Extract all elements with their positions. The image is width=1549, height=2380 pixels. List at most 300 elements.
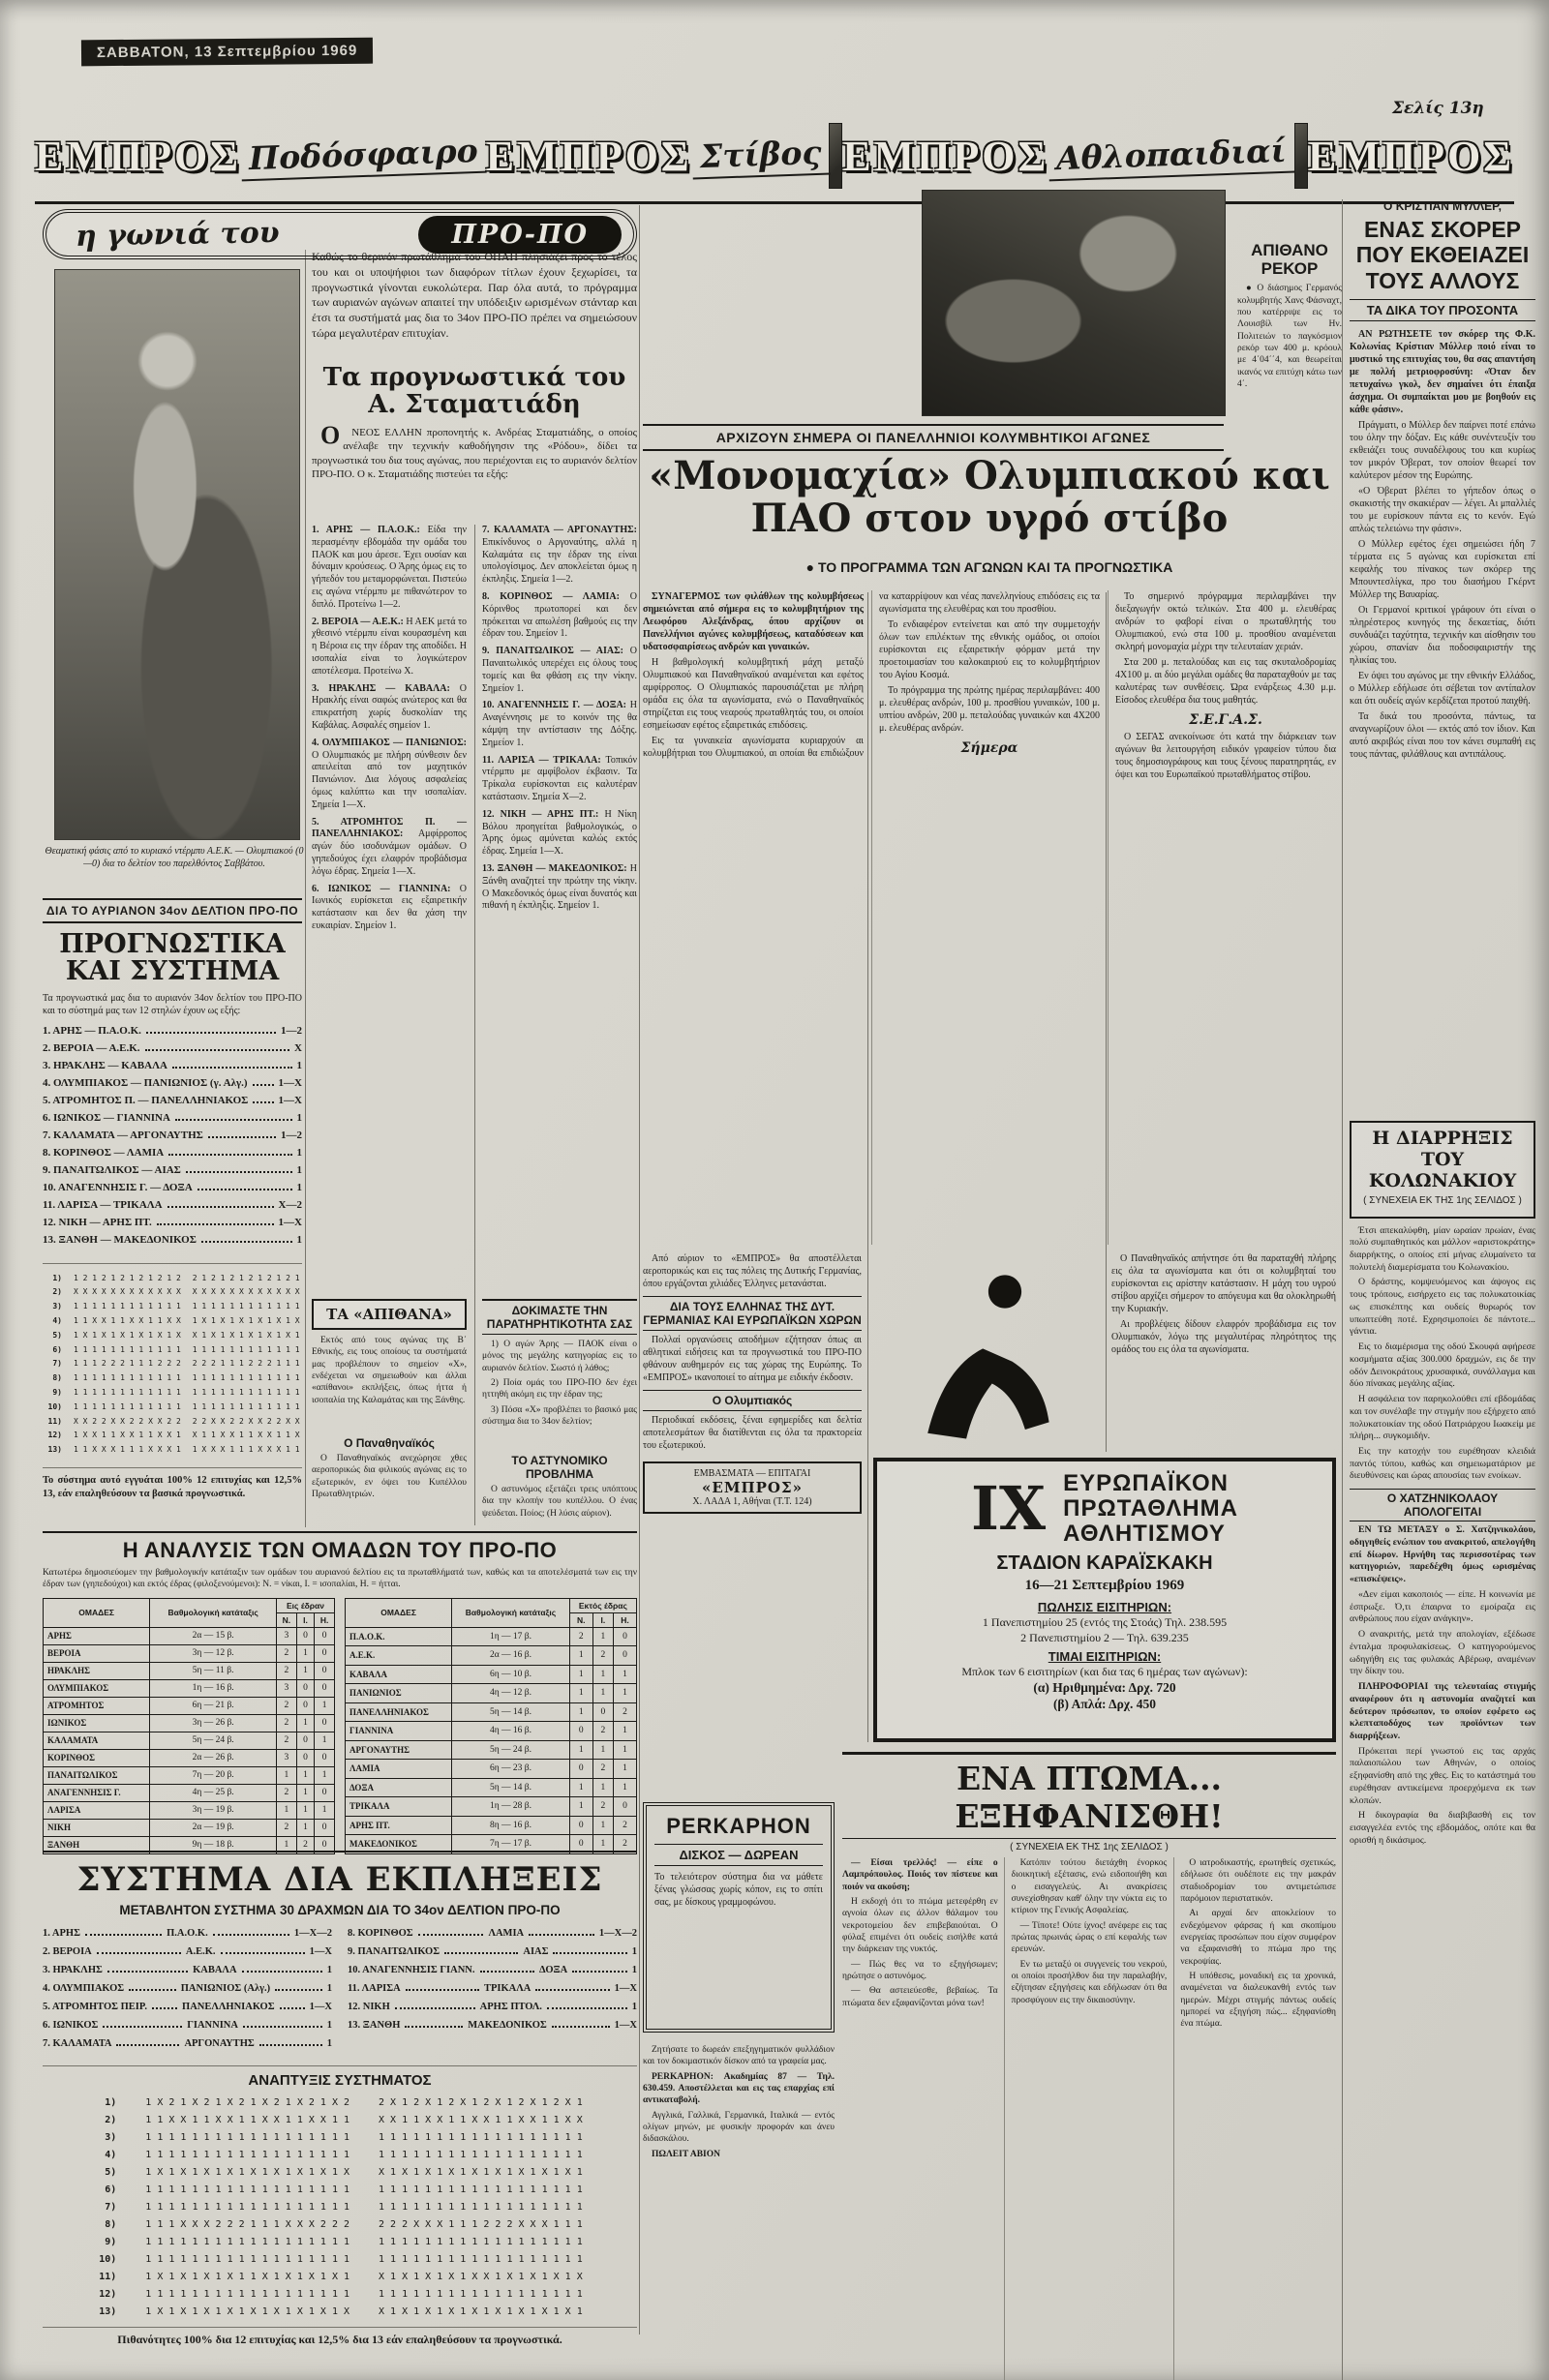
stadium-name: ΣΤΑΔΙΟΝ ΚΑΡΑΪΣΚΑΚΗ [996,1552,1213,1574]
paragraph: Ο ΣΕΓΑΣ ανεκοίνωσε ότι κατά την διάρκειαν των αγώνων θα λειτουργήση ειδικόν γραφείον τύπου δια τους δημοσιογράφους και τους ξένους παρατηρητάς, εν όψει και του Ευρωπαϊκού πρωταθλήματος στίβου. [1115,732,1336,780]
pick-row [43,1095,302,1112]
grid-row-number: 7) [52,1359,62,1369]
paragraph: Η υπόθεσις, μοναδική εις τα χρονικά, αναμένεται να διαλευκανθή εντός των ημερών. Μέχρι στιγμής πάντως ουδείς ημπορεί να εξηγήση πώς... εξηφανίσθη ένα πτώμα. [1180,1972,1336,2030]
stat-cell: 3 [277,1749,297,1766]
team-row [346,1740,637,1760]
grid-group: Χ Χ 2 2 Χ Χ 2 2 Χ Χ 2 2 [74,1416,181,1426]
panathinaikos-brief [312,1431,467,1525]
grid-group: 1 1 1 1 1 1 1 1 1 1 1 1 1 1 1 1 1 1 [145,2150,349,2160]
leader-dots [172,1060,292,1069]
pick-value: 1—Χ [614,2019,637,2031]
col-standing: Βαθμολογική κατάταξις [150,1598,277,1627]
team-name: ΗΡΑΚΛΗΣ [44,1662,150,1679]
prediction-item: 13. ΞΑΝΘΗ — ΜΑΚΕΔΟΝΙΚΟΣ: Η Ξάνθη αναζητεί την πρώτην της νίκην. Ο Μακεδονικός όμως είναι δυνατός και πιθανή η έκπληξις. Σημείον 1. [482,862,637,912]
european-championship-ad [873,1458,1336,1742]
team-row [44,1679,335,1697]
stat-cell: 1 [569,1740,592,1760]
muller-subheading: ΤΑ ΔΙΚΑ ΤΟΥ ΠΡΟΣΟΝΤΑ [1350,299,1535,321]
stat-cell: 2α — 26 β. [150,1749,277,1766]
team-name: ΑΡΗΣ [44,1627,150,1644]
stat-cell: 1 [614,1760,637,1779]
stat-cell: 1 [569,1684,592,1703]
paragraph: Από αύριον το «ΕΜΠΡΟΣ» θα αποστέλλεται αεροπορικώς και εις τας πόλεις της Δυτικής Γερμανίας, όπου εργάζονται χιλιάδες Έλληνες μετανάσται. [643,1253,862,1289]
prediction-match: 8. ΚΟΡΙΝΘΟΣ — ΛΑΜΙΑ: [482,590,630,602]
prediction-match: 2. ΒΕΡΟΙΑ — Α.Ε.Κ.: [312,616,407,627]
grid-group: 1 1 1 1 1 1 1 1 1 1 1 1 [74,1302,181,1311]
grid-group: 1 1 1 1 1 1 1 1 1 1 1 1 1 1 1 1 1 1 [145,2237,349,2247]
leader-dots [201,1234,292,1243]
team-row [44,1801,335,1819]
grid-group: 1 1 1 1 1 1 1 1 1 1 1 1 [192,1401,300,1411]
grid-row-number: 7) [105,2202,117,2213]
grid-group: 1 1 1 1 1 1 1 1 1 1 1 1 1 1 1 1 1 1 [379,2202,583,2213]
leader-dots [208,1130,276,1138]
prediction-match: 11. ΛΑΡΙΣΑ — ΤΡΙΚΑΛΑ: [482,754,606,766]
column-rule [474,525,475,1525]
grid-group: 1 1 1 1 1 1 1 1 1 1 1 1 1 1 1 1 1 1 [379,2237,583,2247]
prediction-item: 11. ΛΑΡΙΣΑ — ΤΡΙΚΑΛΑ: Τοπικόν ντέρμπυ με αμφίβολον έκβασιν. Τα Τρίκαλα ευρίσκονται εις καλυτέραν κατάστασιν. Σημεία Χ—2. [482,754,637,802]
stat-cell: 2 [569,1627,592,1646]
system-pick-row [348,1964,637,1982]
stat-cell: 2 [614,1702,637,1722]
pick-match: 10. ΑΝΑΓΕΝΝΗΣΙΣ Γ. — ΔΟΞΑ [43,1181,193,1193]
grid-group: 1 1 Χ Χ 1 1 Χ Χ 1 1 Χ Χ 1 1 Χ Χ 1 1 [145,2115,349,2125]
pick-away: ΑΙΑΣ [523,1945,549,1957]
column-rule [305,250,306,1527]
brand-logo: ΕΜΠΡΟΣ [842,132,1049,180]
leader-dots [146,1025,276,1034]
stat-cell: 3η — 19 β. [150,1801,277,1819]
pick-value: 1 [296,1233,302,1246]
leader-dots [129,1982,176,1991]
stat-cell: 2 [277,1819,297,1836]
grid-group: Χ 1 Χ 1 Χ 1 Χ 1 Χ 1 Χ 1 Χ 1 Χ 1 Χ 1 [379,2167,583,2178]
paragraph: — Πώς θες να το εξηγήσωμεν; ηρώτησε ο αστυνόμος. [842,1959,998,1982]
team-row [44,1819,335,1836]
grid-group: 1 1 1 1 1 1 1 1 1 1 1 1 [74,1388,181,1398]
picks-list [43,1025,302,1251]
euro-ad-title [1063,1471,1238,1547]
table-body [346,1627,637,1853]
page-number: Σελίς 13η [1392,99,1484,118]
propo-system-box [43,898,302,1500]
paragraph: Ο ιατροδικαστής, ερωτηθείς σχετικώς, εδήλωσε ότι ουδέποτε εις την μακράν σταδιοδρομίαν του αντιμετώπισε παρόμοιον περιστατικόν. [1180,1858,1336,1905]
team-name: ΤΡΙΚΑΛΑ [346,1797,452,1817]
stat-cell: 1 [277,1801,297,1819]
grid-row-number: 11) [47,1416,62,1426]
team-row [346,1684,637,1703]
pick-match: 4. ΟΛΥΜΠΙΑΚΟΣ — ΠΑΝΙΩΝΙΟΣ (γ. Αλγ.) [43,1076,248,1089]
system-grid-row [43,1272,302,1286]
team-row [44,1766,335,1784]
paragraph: 1) Ο αγών Άρης — ΠΑΟΚ είναι ο μόνος της μεγάλης κατηγορίας εις το αυριανόν δελτίον. Σωστό ή λάθος; [482,1340,637,1373]
grid-row-number: 2) [105,2115,117,2125]
system-grid-row [43,1343,302,1358]
grid-row-number: 8) [105,2219,117,2230]
pick-match: 6. ΙΩΝΙΚΟΣ — ΓΙΑΝΝΙΝΑ [43,1111,170,1124]
stat-cell: 1η — 28 β. [452,1797,570,1817]
pick-match: 3. ΗΡΑΚΛΗΣ — ΚΑΒΑΛΑ [43,1059,167,1071]
stat-cell: 0 [296,1697,314,1714]
pick-value: Χ [294,1041,302,1054]
leader-dots [175,1112,292,1121]
leader-dots [405,2019,463,2028]
brand-logo: ΕΜΠΡΟΣ [485,132,692,180]
home-teams-table [43,1598,335,1854]
system-pick-row [348,1927,637,1945]
pick-value: 1—2 [281,1024,302,1037]
team-row [346,1665,637,1684]
burglary-article [1350,1121,1535,2377]
grid-group: 2 2 2 1 1 1 2 2 2 1 1 1 [192,1359,300,1369]
apithana-title: ΤΑ «ΑΠΙΘΑΝΑ» [312,1299,467,1330]
pick-value: 1 [326,2037,333,2049]
greeks-abroad-column [643,1252,862,1794]
pick-value: 1 [296,1111,302,1124]
system-guarantee: Το σύστημα αυτό εγγυάται 100% 12 επιτυχίας και 12,5% 13, εάν επαληθεύσουν τα βασικά προγνωστικά. [43,1467,302,1500]
stat-cell: 1 [614,1722,637,1741]
paragraph: Εις τα γυναικεία αγωνίσματα κυριαρχούν αι κολυμβήτριαι του Ολυμπιακού, αι οποίαι θα επιδιώξουν να καταρρίψουν και νέας πανελληνίους επιδόσεις εις τα αγωνίσματα της ελευθέρας και του προσθίου. [643,591,1100,759]
team-name: ΞΑΝΘΗ [44,1836,150,1853]
stat-cell: 2 [592,1797,613,1817]
grid-group: 2 1 2 1 2 1 2 1 2 1 2 1 [192,1273,300,1282]
stat-cell: 6η — 10 β. [452,1665,570,1684]
stat-cell: 2 [277,1697,297,1714]
system-grid-row [43,1371,302,1386]
stat-cell: 0 [315,1749,335,1766]
paragraph: — Θα αστειεύεσθε, βεβαίως. Τα πτώματα δεν εξαφανίζονται μόνα των! [842,1986,998,2008]
team-name: ΛΑΜΙΑ [346,1760,452,1779]
paragraph: Το σημερινό πρόγραμμα περιλαμβάνει την διεξαγωγήν οκτώ τελικών. Στα 400 μ. ελευθέρας ανδρών το φαβορί είναι ο πρωταθλητής του Ολυμπιακού, ενώ στα 100 μ. προσθίου αναμένεται σκληρή μονομαχία μέχρι την τελευταίαν χεριάν. [1115,591,1336,652]
sub-heading: ΤΟ ΑΣΤΥΝΟΜΙΚΟ ΠΡΟΒΛΗΜΑ [511,1454,608,1481]
grid-group: Χ 1 1 Χ Χ 1 1 Χ Χ 1 1 Χ [192,1431,300,1440]
muller-headline: ΕΝΑΣ ΣΚΟΡΕΡ ΠΟΥ ΕΚΘΕΙΑΖΕΙ ΤΟΥΣ ΑΛΛΟΥΣ [1355,217,1530,293]
leader-dots [116,2037,179,2046]
prediction-item: 3. ΗΡΑΚΛΗΣ — ΚΑΒΑΛΑ: Ο Ηρακλής είναι σαφώς ανώτερος και θα επικρατήση χωρίς δυσκολίαν της Καβάλας. Ασφαλές σημείον 1. [312,682,467,731]
system-pick-row [43,1945,332,1964]
leader-dots [168,1147,291,1156]
stat-cell: 6η — 23 β. [452,1760,570,1779]
stat-cell: 2 [277,1662,297,1679]
leader-dots [213,1927,289,1936]
grid-group: 1 1 Χ Χ Χ 1 1 1 Χ Χ Χ 1 [74,1445,181,1455]
pick-home: 7. ΚΑΛΑΜΑΤΑ [43,2037,112,2049]
paragraph: Στα 200 μ. πεταλούδας και εις τας σκυταλοδρομίας 4Χ100 μ. αι δύο μεγάλαι ομάδες θα παραταχθούν με τας καλυτέρας των συνθέσεις. Ώρα ενάρξεως 4.30 μ.μ. Είσοδος ελευθέρα δια τους μαθητάς. [1115,657,1336,706]
paragraph: Αι αρχαί δεν αποκλείουν το ενδεχόμενον φάρσας ή και σκοπίμου ενεργείας προσώπων που είχον συμφέρον να εξαφανισθή το πτώμα προ της νεκροψίας. [1180,1909,1336,1967]
leader-dots [444,1945,518,1954]
team-name: ΠΑΝΕΛΛΗΝΙΑΚΟΣ [346,1702,452,1722]
grid-group: 1 Χ 1 Χ 1 Χ 1 Χ 1 Χ 1 Χ [74,1330,181,1340]
pick-home: 3. ΗΡΑΚΛΗΣ [43,1964,103,1975]
team-name: ΚΟΡΙΝΘΟΣ [44,1749,150,1766]
team-name: ΚΑΛΑΜΑΤΑ [44,1732,150,1749]
stat-cell: 0 [296,1627,314,1644]
pick-row [43,1164,302,1182]
system-grid-row [43,1443,302,1458]
box-title: ΠΡΟΓΝΩΣΤΙΚΑ ΚΑΙ ΣΥΣΤΗΜΑ [59,929,286,987]
leader-dots [197,1182,292,1190]
stat-cell: 1 [592,1778,613,1797]
paragraph: ΟΝΕΟΣ ΕΛΛΗΝ προπονητής κ. Ανδρέας Σταματιάδης, ο οποίος ανέλαβε την τεχνικήν καθοδήγησιν της «Ρόδου», δίδει τα προγνωστικά του δια τους αγώνας, που περιέχονται εις το αυριανόν δελτίον ΠΡΟ-ΠΟ. Ο κ. Σταματιάδης πιστεύει τα εξής: [312,421,637,480]
stat-cell: 0 [614,1646,637,1666]
stat-cell: 0 [569,1722,592,1741]
stat-cell: 3 [277,1679,297,1697]
leader-dots [85,1927,162,1936]
col-teams: ΟΜΑΔΕΣ [346,1598,452,1627]
grid-group: 1 1 1 1 1 1 1 1 1 1 1 1 [192,1388,300,1398]
stat-cell: 1 [592,1835,613,1854]
analysis-tables [43,1598,637,1854]
paragraph: Ο Παναθηναϊκός απήντησε ότι θα παραταχθή πλήρης εις όλα τα αγωνίσματα και ότι οι κολυμβηταί του ευρίσκονται εις αρίστην κατάστασιν. Η μάχη του υγρού στίβου αρχίζει σήμερον το απόγευμα και θα ολοκληρωθή την Κυριακήν. [1111,1253,1336,1314]
paragraph: Αι προβλέψεις δίδουν ελαφρόν προβάδισμα εις τον Ολυμπιακόν, λόγω της μεγαλυτέρας πληρότητος της ομάδος του εις όλα τα αγωνίσματα. [1111,1319,1336,1355]
prediction-item: 5. ΑΤΡΟΜΗΤΟΣ Π. — ΠΑΝΕΛΛΗΝΙΑΚΟΣ: Αμφίρροπος αγών δύο ισοδυνάμων ομάδων. Ο γηπεδούχος έχει ελαφρόν προβάδισμα λόγω έδρας. Σημεία 1—Χ. [312,816,467,877]
stat-cell: 1 [592,1740,613,1760]
paragraph: Έτσι απεκαλύφθη, μίαν ωραίαν πρωίαν, ένας πολύ συμπαθητικός και μάλλον «αριστοκράτης» διαρρήκτης, ο οποίος επί μήνας ελυμαίνετο τα πολυτελή διαμερίσματα του Κολωνακίου. [1350,1224,1535,1273]
paragraph: Το τελειότερον σύστημα δια να μάθετε ξένας γλώσσας χωρίς κόπον, εις το σπίτι σας, με δίσκους γραμμοφώνου. [654,1872,823,1908]
paragraph: Αγγλικά, Γαλλικά, Γερμανικά, Ιταλικά — εντός ολίγων μηνών, με φυσικήν προφοράν και άνευ διδασκάλου. [643,2110,835,2145]
team-row [44,1662,335,1679]
team-name: ΒΕΡΟΙΑ [44,1644,150,1662]
leader-dots [418,1927,484,1936]
stat-cell: 0 [315,1644,335,1662]
grid-group: 1 Χ 1 Χ 1 Χ 1 Χ 1 Χ 1 Χ 1 Χ 1 Χ 1 Χ [145,2167,349,2178]
pick-value: 1—Χ [309,2001,332,2012]
continuation-note: ( ΣΥΝΕΧΕΙΑ ΕΚ ΤΗΣ 1ης ΣΕΛΙΔΟΣ ) [1363,1194,1522,1206]
muller-article-body [1350,328,1535,1102]
stat-cell: 0 [569,1816,592,1835]
leader-dots [395,2001,475,2009]
stat-cell: 1 [315,1697,335,1714]
pick-value: 1 [326,1964,332,1975]
col-sub: Η. [315,1612,335,1627]
system-grid-row [43,2129,637,2147]
col-sub: Η. [614,1612,637,1627]
muller-article [1350,199,1535,1102]
pick-match: 11. ΛΑΡΙΣΑ — ΤΡΙΚΑΛΑ [43,1198,163,1211]
grid-group: 1 1 1 1 1 1 1 1 1 1 1 1 1 1 1 1 1 1 [145,2184,349,2195]
paragraph: ● Ο διάσημος Γερμανός κολυμβητής Χανς Φάσναχτ, που κατέρριψε εις το Λουισβίλ των Ην. Πολιτειών το παγκόσμιον ρεκόρ των 400 μ. κρόουλ με 4΄04΄΄4, και θεωρείται ικανός να επιτύχη κάτω των 4΄. [1237,284,1342,390]
grid-group: 1 1 1 1 1 1 1 1 1 1 1 1 1 1 1 1 1 1 [379,2254,583,2265]
stat-cell: 9η — 18 β. [150,1836,277,1853]
stat-cell: 2 [296,1836,314,1853]
team-name: Α.Ε.Κ. [346,1646,452,1666]
paragraph: Ο Παναθηναϊκός ανεχώρησε χθες αεροπορικώς δια φιλικούς αγώνας εις το εξωτερικόν, εν όψει του Κυπέλλου Πρωταθλητριών. [312,1454,467,1500]
stat-cell: 3η — 26 β. [150,1714,277,1732]
grid-row-number: 13) [99,2306,117,2317]
system-grid [43,1263,302,1458]
paragraph: ΕΝ ΤΩ ΜΕΤΑΞΥ ο Σ. Χατζηνικολάου, οδηγηθείς ενώπιον του ανακριτού, απελογήθη επί δίωρον. Ηρνήθη τας περισσοτέρας των κατηγοριών, παρεδέχθη όμως ωρισμένας «επισκέψεις». [1350,1524,1535,1585]
stat-cell: 1 [569,1665,592,1684]
leader-dots [242,1964,322,1973]
grid-group: 1 1 1 Χ Χ Χ 2 2 2 1 1 1 Χ Χ Χ 2 2 2 [145,2219,349,2230]
grid-row-number: 4) [105,2150,117,2160]
date-line: ΣΑΒΒΑΤΟΝ, 13 Σεπτεμβρίου 1969 [81,38,374,67]
price-numbered: (α) Ηριθμημένα: Δρχ. 720 [1033,1679,1176,1695]
stat-cell: 0 [614,1797,637,1817]
column-rule [639,205,640,2335]
system-grid-row [43,1314,302,1329]
grid-row-number: 6) [52,1344,62,1354]
system-grid-row [43,2164,637,2182]
euro-title-line: ΑΘΛΗΤΙΣΜΟΥ [1063,1520,1226,1547]
stat-cell: 0 [315,1819,335,1836]
team-row [346,1646,637,1666]
system-grid-row [43,1285,302,1300]
system-grid-row [43,2269,637,2286]
team-name: ΑΡΗΣ ΠΤ. [346,1816,452,1835]
team-name: ΠΑΝΙΩΝΙΟΣ [346,1684,452,1703]
stat-cell: 4η — 16 β. [452,1722,570,1741]
grid-group: 1 1 1 1 1 1 1 1 1 1 1 1 1 1 1 1 1 1 [379,2150,583,2160]
stat-cell: 0 [315,1836,335,1853]
prediction-item: 7. ΚΑΛΑΜΑΤΑ — ΑΡΓΟΝΑΥΤΗΣ: Επικίνδυνος ο Αργοναύτης, αλλά η Καλαμάτα εις την έδραν της είναι υπολογίσιμος. Δεν αποκλείεται όμως η έκπληξις. Σημεία 1—2. [482,525,637,586]
grid-row-number: 10) [99,2254,117,2265]
grid-group: 1 1 1 1 1 1 1 1 1 1 1 1 1 1 1 1 1 1 [379,2289,583,2300]
pick-home: 6. ΙΩΝΙΚΟΣ [43,2019,99,2031]
col-teams: ΟΜΑΔΕΣ [44,1598,150,1627]
header-row [44,1598,335,1612]
quiz-title: ΔΟΚΙΜΑΣΤΕ ΤΗΝ ΠΑΡΑΤΗΡΗΤΙΚΟΤΗΤΑ ΣΑΣ [482,1299,637,1335]
surprises-title: ΣΥΣΤΗΜΑ ΔΙΑ ΕΚΠΛΗΞΕΙΣ [76,1860,603,1899]
stat-cell: 5η — 24 β. [452,1740,570,1760]
pick-away: ΠΑΝΕΛΛΗΝΙΑΚΟΣ [182,2001,275,2012]
stat-cell: 1 [296,1766,314,1784]
leader-dots [253,1077,274,1086]
grid-row-number: 1) [52,1273,62,1282]
perkaphon-ad [643,1802,835,2033]
grid-group: 1 1 1 1 1 1 1 1 1 1 1 1 [74,1401,181,1411]
pick-row [43,1147,302,1164]
pick-away: ΓΙΑΝΝΙΝΑ [187,2019,238,2031]
paragraph: Εν όψει του αγώνος με την εθνικήν Ελλάδος, ο Μύλλερ εδήλωσε ότι σέβεται τον αντίπαλον και ότι ουδείς αγών κερδίζεται προτού παιχθή. [1350,671,1535,708]
euro-title-line: ΕΥΡΩΠΑΪΚΟΝ [1063,1470,1229,1496]
leader-dots [275,1982,322,1991]
grid-row-number: 13) [47,1445,62,1455]
pick-value: 1—2 [281,1129,302,1141]
paragraph: Η εκδοχή ότι το πτώμα μετεφέρθη εν αγνοία όλων εις άλλον θάλαμον του νεκροτομείου δεν επιβεβαιούται. Ο φύλαξ επιμένει ότι ουδείς εισήλθε κατά την διάρκειαν της νυκτός. [842,1897,998,1955]
system-grid-row [43,2251,637,2269]
remittances-box [643,1461,862,1514]
tickets-sale-label: ΠΩΛΗΣΙΣ ΕΙΣΙΤΗΡΙΩΝ: [1037,1599,1172,1614]
grid-group: 1 1 1 1 1 1 1 1 1 1 1 1 [192,1302,300,1311]
pick-match: 7. ΚΑΛΑΜΑΤΑ — ΑΡΓΟΝΑΥΤΗΣ [43,1129,203,1141]
pick-value: 1—Χ [278,1076,302,1089]
stat-cell: 0 [315,1627,335,1644]
pick-row [43,1077,302,1095]
grid-row-number: 6) [105,2184,117,2195]
pick-row [43,1234,302,1251]
perkaphon-brand: PERKAPHON [666,1814,811,1838]
prediction-match: 10. ΑΝΑΓΕΝΝΗΣΙΣ Γ. — ΔΟΞΑ: [482,700,630,711]
pick-home: 2. ΒΕΡΟΙΑ [43,1945,92,1957]
paragraph: Ζητήσατε το δωρεάν επεξηγηματικόν φυλλάδιον και τον δοκιμαστικόν δίσκον από τα γραφεία μας. [643,2045,835,2067]
grid-group: 1 1 1 1 1 1 1 1 1 1 1 1 [192,1344,300,1354]
prediction-match: 5. ΑΤΡΟΜΗΤΟΣ Π. — ΠΑΝΕΛΛΗΝΙΑΚΟΣ: [312,816,467,840]
team-row [346,1627,637,1646]
system-grid-row [43,2182,637,2199]
section-label-football: Ποδόσφαιρο [240,131,486,181]
column-rule [1342,199,1343,2380]
col-sub: Ν. [277,1612,297,1627]
grid-group: 1 1 1 1 1 1 1 1 1 1 1 1 1 1 1 1 1 1 [379,2132,583,2143]
pick-home: 12. ΝΙΚΗ [348,2001,390,2012]
grid-row-number: 1) [105,2097,117,2108]
team-row [44,1644,335,1662]
team-row [346,1722,637,1741]
section-label-track: Στίβος [691,133,830,179]
grid-row-number: 9) [105,2237,117,2247]
athlete-silhouette-icon [895,1264,1078,1448]
stat-cell: 0 [296,1749,314,1766]
sale-address: 1 Πανεπιστημίου 25 (εντός της Στοάς) Τηλ. 238.595 [982,1614,1228,1629]
team-name: ΜΑΚΕΔΟΝΙΚΟΣ [346,1835,452,1854]
team-row [346,1702,637,1722]
grid-group: 2 Χ 1 2 Χ 1 2 Χ 1 2 Χ 1 2 Χ 1 2 Χ 1 [379,2097,583,2108]
development-grid [43,2094,637,2321]
pick-value: 1 [296,1059,302,1071]
paragraph: ΣΥΝΑΓΕΡΜΟΣ των φιλάθλων της κολυμβήσεως σημειώνεται από σήμερα εις το κολυμβητήριον της Λεωφόρου Αλεξάνδρας, όπου αρχίζουν οι Πανελλήνιοι αγώνες κολυμβήσεως, καταδύσεων και υδατοσφαιρίσεως ανδρών και γυναικών. [643,591,864,652]
team-name: ΑΤΡΟΜΗΤΟΣ [44,1697,150,1714]
paragraph: Εις το διαμέρισμα της οδού Σκουφά αφήρεσε κοσμήματα αξίας 300.000 δραχμών, εις δε την οδόν Δεινοκράτους χρυσαφικά, συνάλλαγμα και δύο πίνακας μεγάλης αξίας. [1350,1341,1535,1390]
stat-cell: 1 [296,1801,314,1819]
leader-dots [97,1945,181,1954]
grid-row-number: 10) [47,1401,62,1411]
box-note: Τα προγνωστικά μας δια το αυριανόν 34ον δελτίον του ΠΡΟ-ΠΟ και το σύστημά μας των 12 στηλών έχουν ως εξής: [43,992,302,1016]
swimming-headline: «Μονομαχία» Ολυμπιακού και ΠΑΟ στον υγρό στίβο [649,453,1330,541]
col-sub: Ι. [296,1612,314,1627]
pick-value: 1 [631,1945,637,1957]
team-row [44,1784,335,1801]
perkaphon-details [643,2044,835,2365]
paragraph: ΠΩΛΕΙΤ ΑΒΙΟΝ [652,2149,720,2159]
system-grid-row [43,1415,302,1430]
swimming-photo [922,190,1226,416]
stat-cell: 3η — 12 β. [150,1644,277,1662]
propo-corner-script: η γωνιά του [75,215,280,254]
stat-cell: 5η — 11 β. [150,1662,277,1679]
grid-group: 1 2 1 2 1 2 1 2 1 2 1 2 [74,1273,181,1282]
team-name: ΛΑΡΙΣΑ [44,1801,150,1819]
paragraph: Εν τω μεταξύ οι συγγενείς του νεκρού, οι οποίοι προσήλθον δια την παραλαβήν, εζήτησαν εξηγήσεις και εδήλωσαν ότι θα προσφύγουν εις την δικαιοσύνην. [1011,1959,1168,2005]
paragraph: Η βαθμολογική κολυμβητική μάχη μεταξύ Ολυμπιακού και Παναθηναϊκού αναμένεται και εφέτος αμφίρροπος. Ο Ολυμπιακός παρουσιάζεται με πλήρη ομάδα εις όλα τα αγωνίσματα, ενώ ο Παναθηναϊκός στηρίζεται εις τους νεαρούς πρωταθλητάς του, οι οποίοι εσημείωσαν εφέτος εξαιρετικάς επιδόσεις. [643,657,864,731]
pick-away: Α.Ε.Κ. [185,1945,216,1957]
leader-dots [552,2019,610,2028]
grid-group: 1 Χ 1 Χ 1 Χ 1 Χ 1 Χ 1 Χ 1 Χ 1 Χ 1 Χ [145,2306,349,2317]
remittances-label: ΕΜΒΑΣΜΑΤΑ — ΕΠΙΤΑΓΑΙ [693,1468,811,1479]
paragraph: Ο αστυνόμος εξετάζει τρεις υπόπτους δια την κλοπήν του κυπέλλου. Ο ένας ψεύδεται. Ποίος; (Η λύσις αύριον). [482,1485,637,1519]
col-sub: Ν. [569,1612,592,1627]
grid-row-number: 12) [99,2289,117,2300]
system-grid-row [43,1401,302,1415]
paragraph: Ο Μύλλερ εφέτος έχει σημειώσει ήδη 7 τέρματα εις 5 αγώνας και ευρίσκεται επί κεφαλής του πίνακος των σκόρερ της Μπουντεσλίγκα, προ του διασήμου Γκέρντ Μύλλερ της Βαυαρίας. [1350,539,1535,601]
prediction-item: 2. ΒΕΡΟΙΑ — Α.Ε.Κ.: Η ΑΕΚ μετά το χθεσινό ντέρμπυ είναι κουρασμένη και η Βέροια εις την έδραν της αποδίδει. Η ισοπαλία είναι το λογικώτερον αποτέλεσμα. Προτείνω Χ. [312,616,467,677]
pick-value: 1 [296,1181,302,1193]
grid-row-number: 2) [52,1287,62,1297]
col-results: Εις έδραν [277,1598,335,1612]
stat-cell: 2 [592,1722,613,1741]
pick-home: 11. ΛΑΡΙΣΑ [348,1982,401,1994]
pick-away: ΤΡΙΚΑΛΑ [483,1982,532,1994]
system-pick-row [43,1964,332,1982]
pick-row [43,1130,302,1147]
stat-cell: 2α — 15 β. [150,1627,277,1644]
team-row [44,1697,335,1714]
system-pick-row [43,1927,332,1945]
system-pick-row [43,1982,332,2001]
paragraph: ΠΛΗΡΟΦΟΡΙΑΙ της τελευταίας στιγμής αναφέρουν ότι η αστυνομία αναζητεί και δεύτερον πρόσωπον, το οποίον εφέρετο ως κλεπταποδόχος των προϊόντων των διαρρήξεων. [1350,1681,1535,1741]
pick-row [43,1112,302,1130]
propo-intro: Καθώς το θερινόν πρωτάθλημα του ΟΠΑΠ πλησιάζει προς το τέλος του και οι υποψήφιοι των διαφόρων τίτλων έχουν ξεχωρίσει, τα προγνωστικά γίνονται ευκολώτερα. Παρ όλα αυτά, το πρόγραμμα των αυριανών αγώνων απαιτεί την υπόδειξιν ωρισμένων στάνταρ και έτσι τα συστήματά μας δια το 34ον ΠΡΟ-ΠΟ πρέπει να σημειώσουν τώρα μεγαλυτέραν επιτυχίαν. [312,250,637,341]
